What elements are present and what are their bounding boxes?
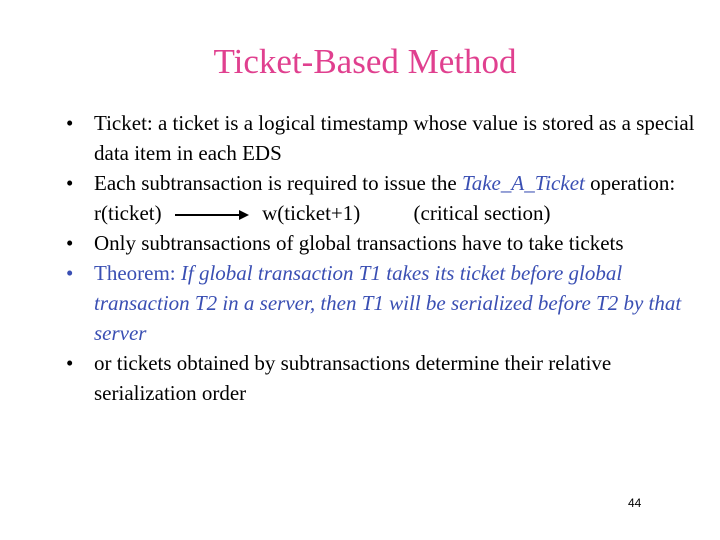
page-number: 44 (628, 496, 642, 510)
bullet-item-global-transactions (66, 228, 706, 258)
theorem-text: If global transaction T1 takes its ticket before global transaction T2 in a server, then T1 will be serialized before T2 by that server (94, 261, 682, 345)
bullet-dot: • (66, 261, 74, 285)
bullet-text: or tickets obtained by subtransactions determine their relative serialization order (94, 351, 612, 405)
formula-critical-section: (critical section) (413, 201, 551, 225)
arrow-right-icon (173, 208, 251, 222)
bullet-item-serialization-order (66, 348, 706, 408)
ticket-formula (66, 198, 706, 228)
bullet-text: Ticket: a ticket is a logical timestamp whose value is stored as a special data item in each EDS (94, 111, 695, 165)
bullet-item-ticket (66, 108, 706, 168)
bullet-text: Only subtransactions of global transactions have to take tickets (94, 231, 624, 255)
operation-name: Take_A_Ticket (461, 171, 585, 195)
theorem-label: Theorem (94, 261, 170, 285)
bullet-text: Each subtransaction is required to issue the (94, 171, 462, 195)
bullet-list (66, 108, 706, 408)
formula-write: w(ticket+1) (262, 201, 361, 225)
bullet-text-suffix: operation: (584, 171, 676, 195)
theorem-colon: : (169, 261, 176, 285)
slide-title: Ticket-Based Method (213, 42, 517, 81)
bullet-dot: • (66, 171, 74, 195)
bullet-dot: • (66, 231, 74, 255)
bullet-dot: • (66, 351, 74, 375)
bullet-item-subtransaction (66, 168, 706, 198)
bullet-item-theorem (66, 258, 706, 348)
formula-read: r(ticket) (94, 201, 162, 225)
bullet-dot: • (66, 111, 74, 135)
